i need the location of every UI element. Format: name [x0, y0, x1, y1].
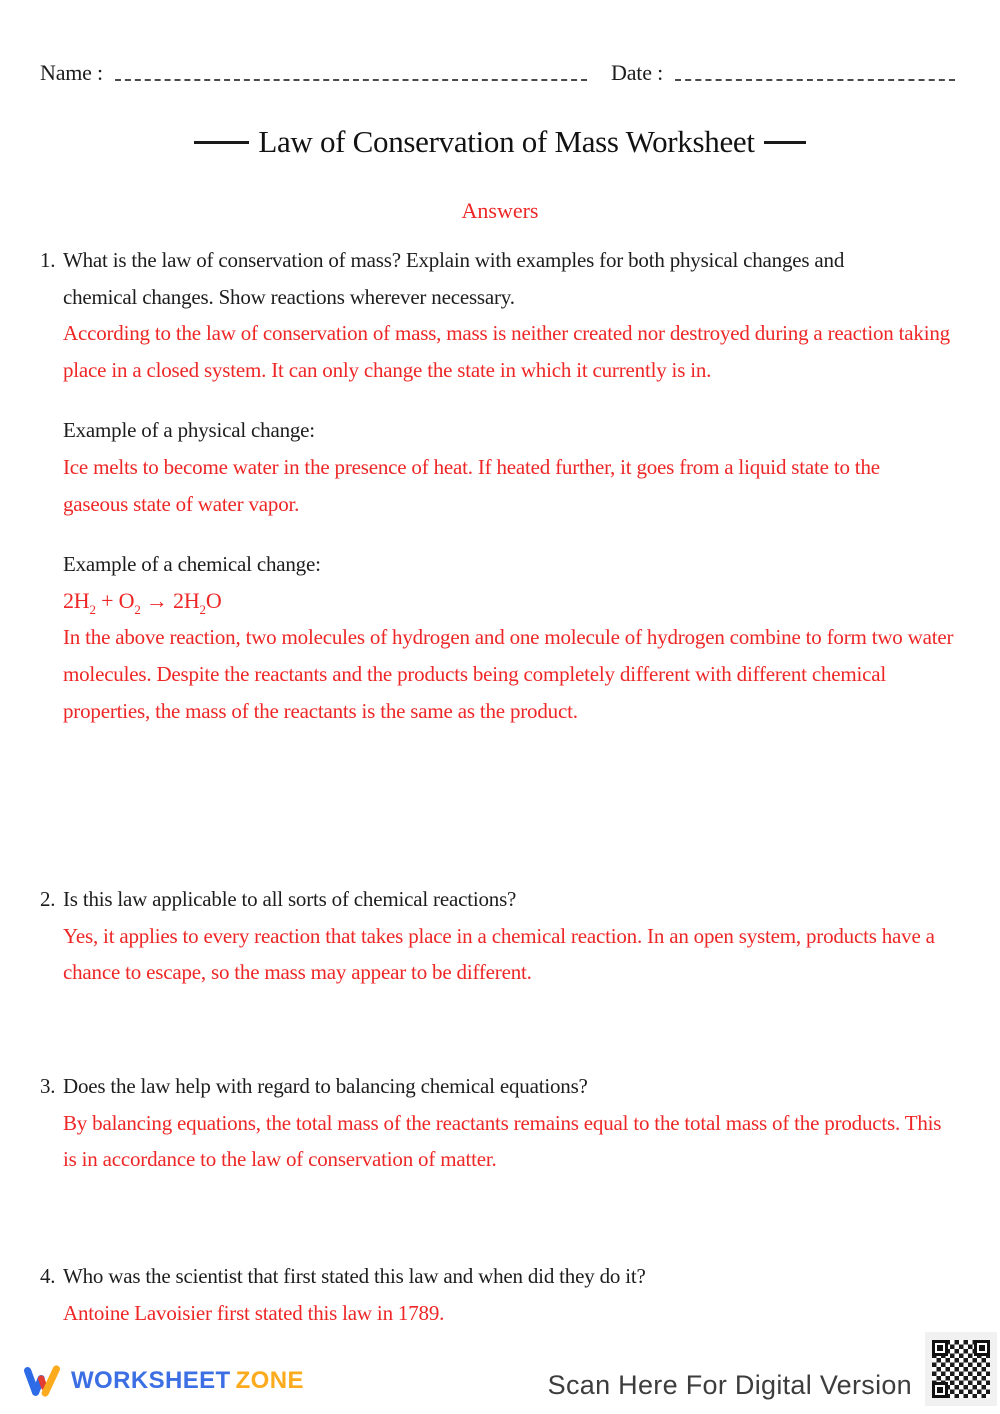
- brand-text: [71, 1367, 304, 1395]
- title-left-rule: [194, 141, 249, 144]
- question-1-text: [40, 242, 908, 315]
- physical-change-answer: Ice melts to become water in the presence of heat. If heated further, it goes from a liquid state to the gaseous state of water vapor.: [63, 454, 880, 516]
- question-2-answer: Yes, it applies to every reaction that takes place in a chemical reaction. In an open system, products have a chance to escape, so the mass may appear to be different.: [63, 923, 935, 985]
- question-4-prompt: Who was the scientist that first stated this law and when did they do it?: [63, 1264, 646, 1288]
- qr-code-panel: [925, 1332, 997, 1406]
- chemical-equation: [63, 583, 958, 620]
- question-2-block: [40, 881, 958, 991]
- equation-term: + O: [95, 587, 135, 613]
- equation-subscript: 2: [134, 601, 141, 617]
- title-right-rule: [764, 141, 806, 144]
- qr-finder-top-right: [974, 1340, 990, 1356]
- question-3-block: [40, 1068, 958, 1178]
- question-2-prompt: Is this law applicable to all sorts of chemical reactions?: [63, 887, 517, 911]
- spacer: [40, 388, 958, 412]
- question-3-text: [40, 1068, 958, 1105]
- equation-subscript: 2: [89, 601, 96, 617]
- question-1-answer: According to the law of conservation of mass, mass is neither created nor destroyed during a reaction taking place in a closed system. It can only change the state in which it currently is in.: [63, 321, 950, 382]
- question-2-number: 2.: [40, 887, 56, 911]
- question-4-text: [40, 1258, 958, 1295]
- question-1-number: 1.: [40, 248, 56, 272]
- question-4-number: 4.: [40, 1264, 56, 1288]
- question-1-prompt: What is the law of conservation of mass? Explain with examples for both physical changes and chemical changes. Show reactions wherever necessary.: [63, 248, 845, 309]
- question-3-answer: By balancing equations, the total mass of the reactants remains equal to the total mass of the products. This is in accordance to the law of conservation of matter.: [63, 1110, 942, 1172]
- worksheetzone-logo: [22, 1360, 304, 1402]
- equation-term: O: [205, 587, 222, 613]
- question-4-block: [40, 1258, 958, 1331]
- question-3-number: 3.: [40, 1074, 56, 1098]
- name-fill-line: [115, 78, 587, 81]
- scan-here-text: Scan Here For Digital Version: [547, 1370, 912, 1400]
- qr-finder-bottom-left: [932, 1382, 948, 1398]
- equation-subscript: 2: [199, 601, 206, 617]
- spacer: [40, 522, 958, 546]
- date-fill-line: [675, 78, 955, 81]
- name-label: Name :: [40, 60, 103, 85]
- header-row: [40, 60, 955, 86]
- question-4-answer: Antoine Lavoisier first stated this law in 1789.: [63, 1300, 445, 1325]
- brand-zone: ZONE: [235, 1367, 304, 1394]
- title-row: [0, 124, 1000, 160]
- physical-change-label: Example of a physical change:: [63, 418, 315, 443]
- qr-finder-top-left: [932, 1340, 948, 1356]
- question-1-block: [40, 242, 958, 729]
- question-3-prompt: Does the law help with regard to balancing chemical equations?: [63, 1074, 588, 1098]
- worksheetzone-logo-icon: [22, 1360, 62, 1402]
- answers-heading: Answers: [461, 198, 539, 223]
- equation-term: 2H: [63, 587, 90, 613]
- question-2-text: [40, 881, 958, 918]
- page-title: Law of Conservation of Mass Worksheet: [258, 124, 755, 159]
- chemical-change-answer: In the above reaction, two molecules of hydrogen and one molecule of hydrogen combine to form two water molecules. Despite the reactants and the products being completely different with different chemical properties, the mass of the reactants is the same as the product.: [63, 625, 954, 723]
- chemical-change-label: Example of a chemical change:: [63, 552, 321, 577]
- qr-code: [932, 1340, 990, 1398]
- brand-worksheet: WORKSHEET: [71, 1367, 231, 1394]
- equation-term: → 2H: [140, 587, 200, 613]
- date-label: Date :: [611, 60, 663, 85]
